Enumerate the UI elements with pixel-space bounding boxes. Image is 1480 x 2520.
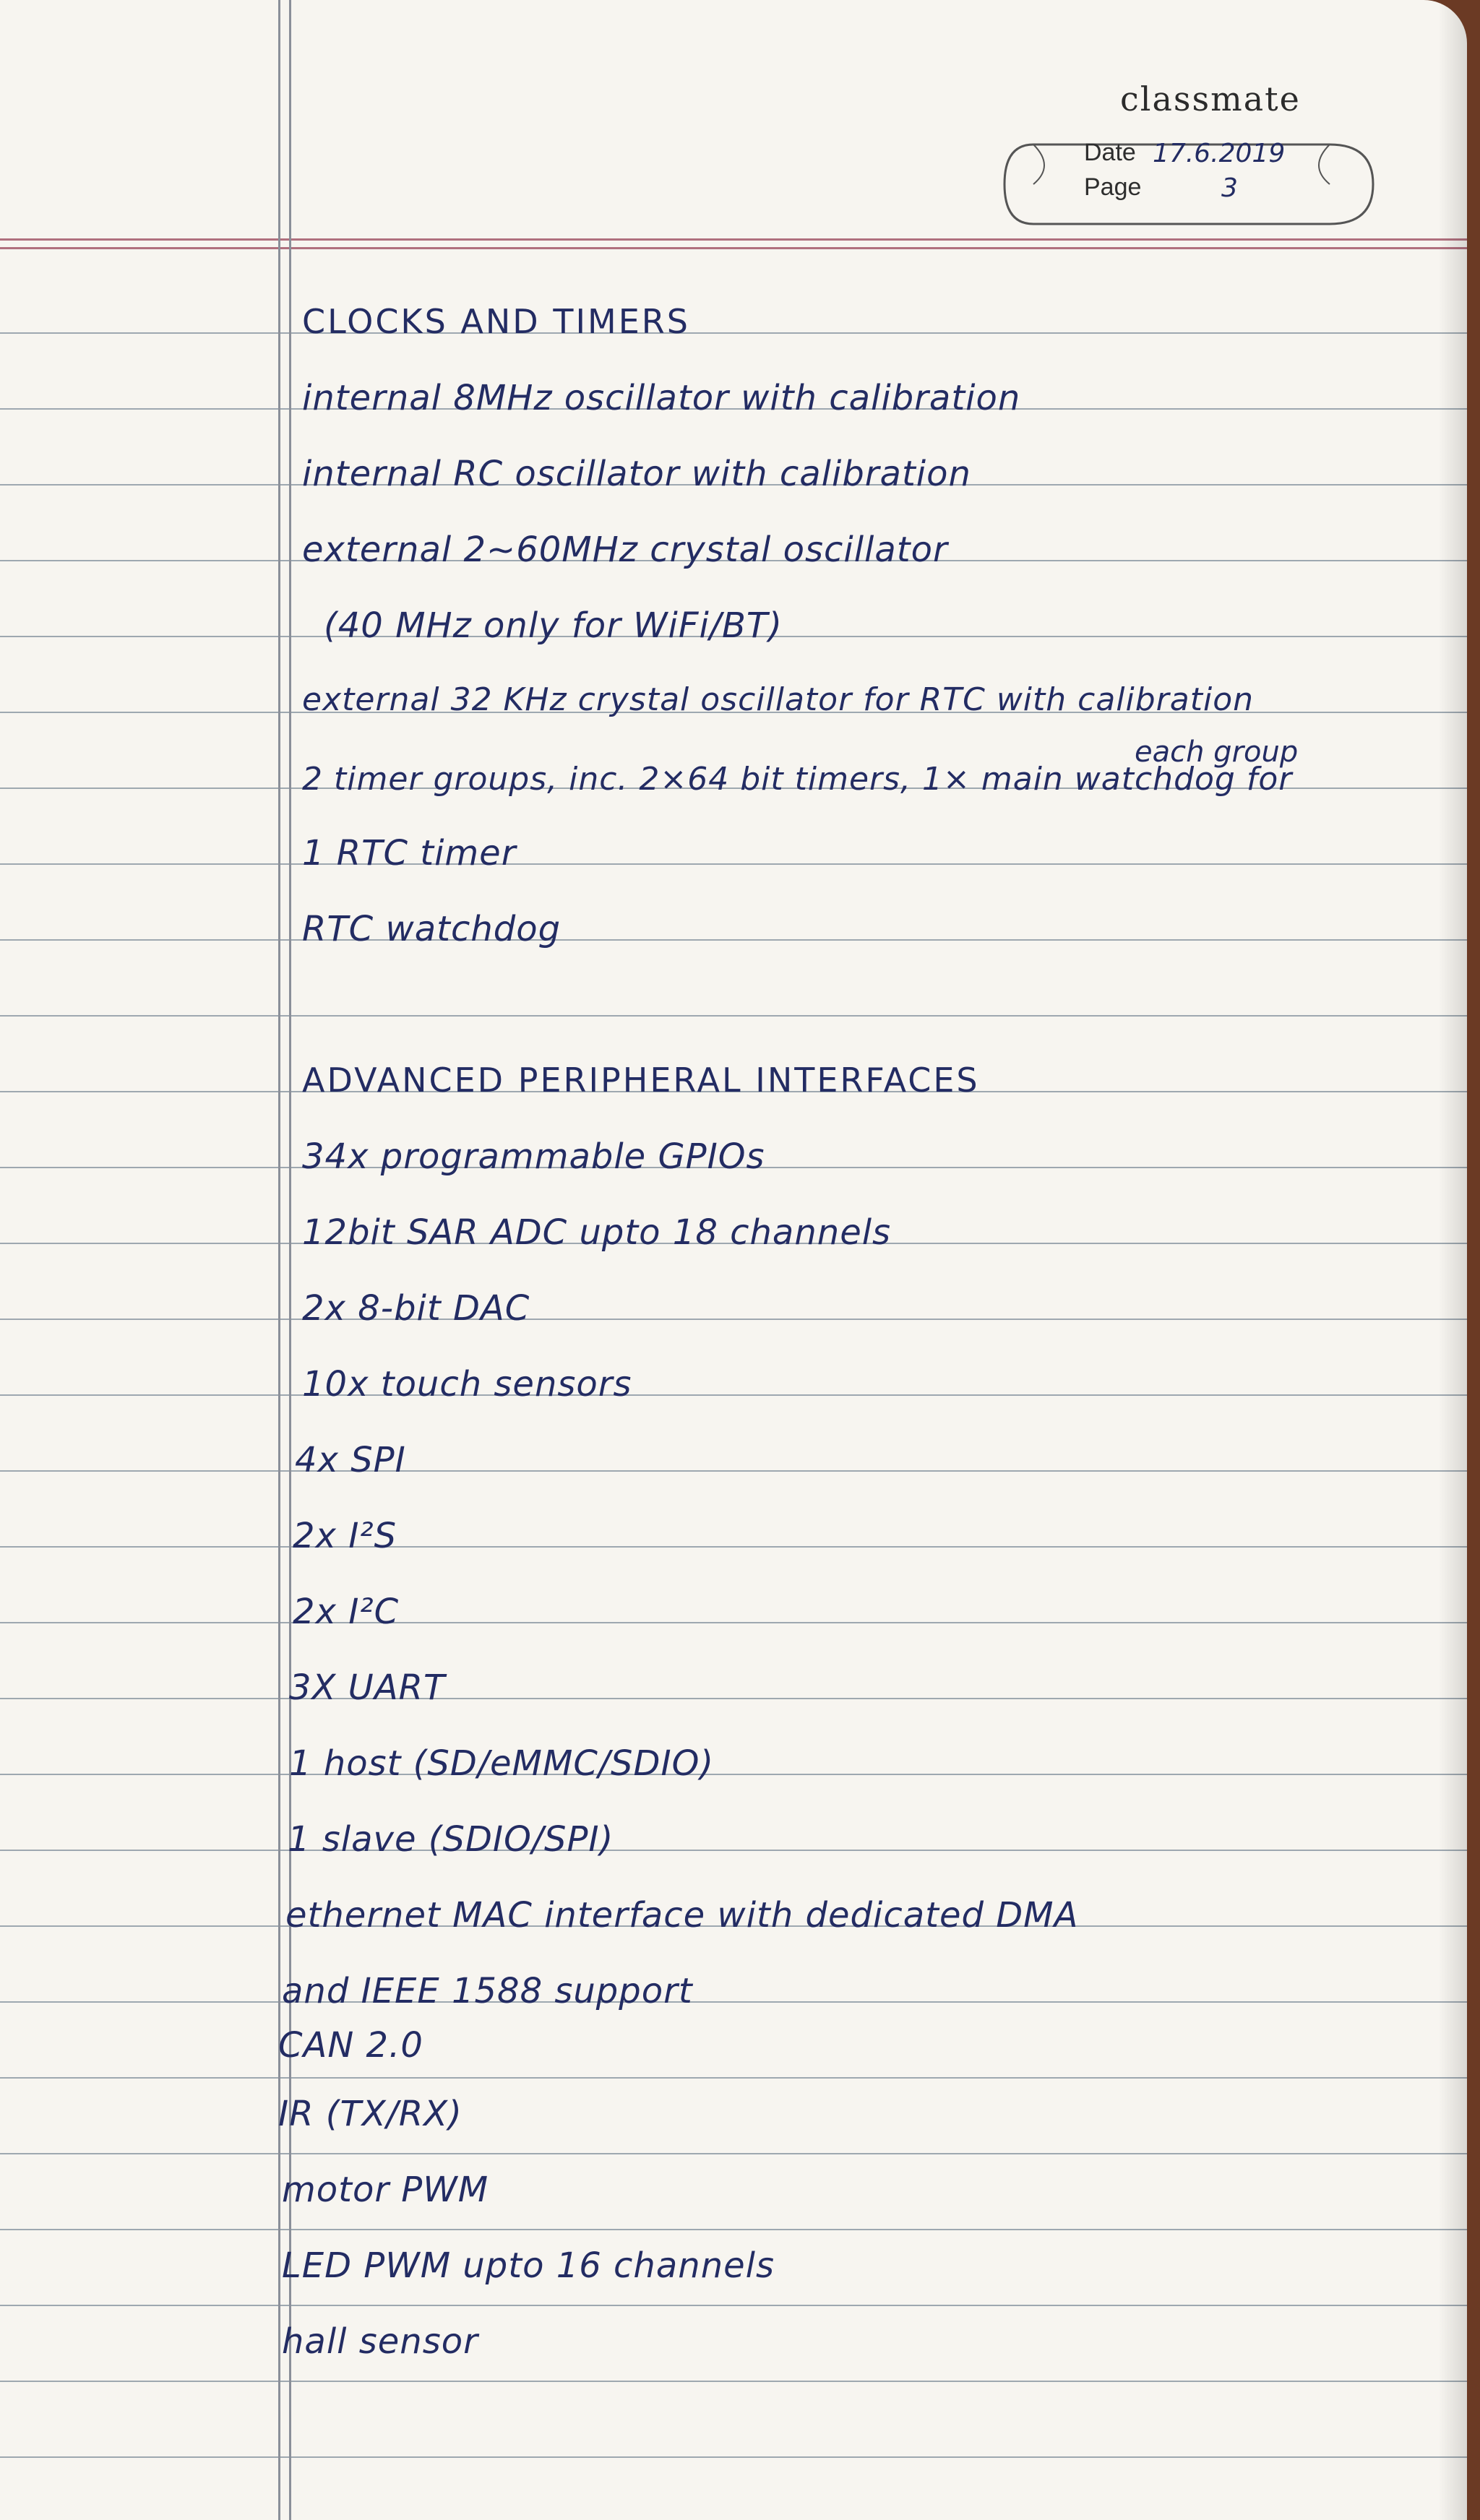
date-value: 17.6.2019 [1153,139,1286,168]
note-line: CAN 2.0 [278,2025,423,2066]
note-line: (40 MHz only for WiFi/BT) [324,605,783,646]
ruled-line [0,1622,1467,1623]
note-line: 2x I²C [293,1592,400,1632]
page-edge-shadow [1438,0,1467,2520]
margin-line [278,0,280,2520]
note-line: 10x touch sensors [302,1364,632,1404]
note-line: IR (TX/RX) [278,2094,462,2134]
ruled-line [0,1774,1467,1775]
brand-date-box [990,72,1388,246]
note-line: ethernet MAC interface with dedicated DMA [285,1895,1079,1936]
note-line: 2 timer groups, inc. 2×64 bit timers, 1× main watchdog for [302,761,1293,798]
note-line: hall sensor [282,2321,478,2362]
note-line: RTC watchdog [302,909,562,949]
header-rule [0,247,1467,249]
ruled-line [0,1015,1467,1017]
ruled-line [0,2001,1467,2003]
note-line: and IEEE 1588 support [282,1971,693,2011]
ruled-line [0,2153,1467,2154]
ruled-line [0,332,1467,334]
ruled-line [0,2229,1467,2230]
ruled-line [0,1698,1467,1699]
note-line: 4x SPI [295,1440,406,1480]
ruled-line [0,1850,1467,1851]
page-value: 3 [1221,173,1238,203]
note-line: 2x I²S [293,1516,397,1556]
ruled-line [0,2077,1467,2079]
ruled-line [0,939,1467,941]
note-line: internal RC oscillator with calibration [302,454,971,494]
section-heading: ADVANCED PERIPHERAL INTERFACES [302,1061,980,1100]
date-label: Date [1084,139,1136,166]
ruled-line [0,2456,1467,2458]
section-heading: CLOCKS AND TIMERS [302,302,690,341]
ruled-line [0,1319,1467,1320]
ruled-line [0,1470,1467,1472]
ruled-line [0,2305,1467,2306]
note-line: 1 slave (SDIO/SPI) [288,1819,614,1860]
note-line: motor PWM [282,2170,489,2210]
brand-logo: classmate [1120,79,1301,118]
ruled-line [0,1546,1467,1548]
note-line: external 2~60MHz crystal oscillator [302,530,948,570]
ruled-line [0,2381,1467,2382]
note-line: internal 8MHz oscillator with calibration [302,378,1021,418]
note-line: external 32 KHz crystal oscillator for RTC with calibration [302,681,1255,718]
note-line: 34x programmable GPIOs [302,1136,765,1177]
note-line: LED PWM upto 16 channels [282,2245,775,2286]
page-label: Page [1084,173,1142,201]
margin-line [289,0,291,2520]
note-line: 1 RTC timer [302,833,517,873]
note-line: 1 host (SD/eMMC/SDIO) [289,1743,715,1784]
ruled-line [0,1394,1467,1396]
annotation-note: each group [1135,735,1299,769]
note-line: 2x 8-bit DAC [302,1288,530,1329]
note-line: 12bit SAR ADC upto 18 channels [302,1212,892,1253]
ruled-line [0,863,1467,865]
note-line: 3X UART [289,1667,446,1708]
